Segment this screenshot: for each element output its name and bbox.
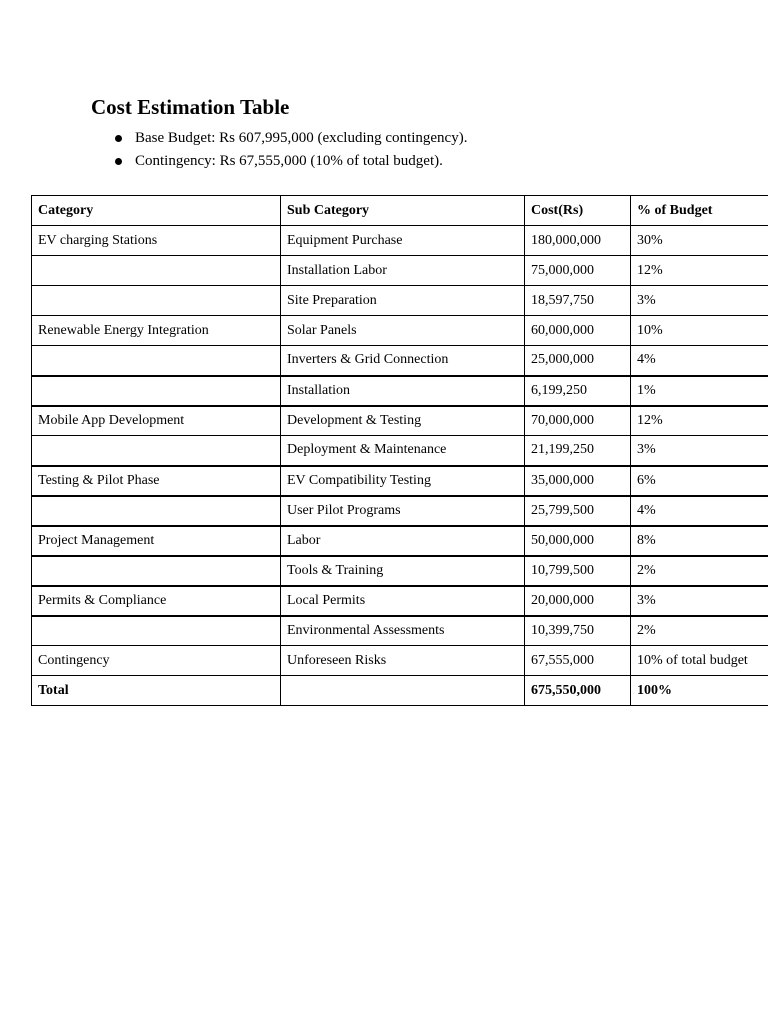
percent-cell: 8% (631, 526, 768, 556)
header-sub-category: Sub Category (281, 196, 525, 226)
percent-cell: 10% (631, 316, 768, 346)
category-cell: EV charging Stations (32, 226, 281, 256)
category-cell (32, 346, 281, 376)
table-row (32, 436, 768, 466)
category-cell (32, 256, 281, 286)
table-row (32, 466, 768, 496)
total-cost: 675,550,000 (525, 676, 631, 706)
list-item (90, 127, 467, 150)
category-cell (32, 376, 281, 406)
category-cell: Testing & Pilot Phase (32, 466, 281, 496)
percent-cell: 10% of total budget (631, 646, 768, 676)
percent-cell: 2% (631, 616, 768, 646)
sub-category-cell: Site Preparation (281, 286, 525, 316)
table-row (32, 526, 768, 556)
sub-category-cell: Unforeseen Risks (281, 646, 525, 676)
table-row (32, 586, 768, 616)
total-sub-category-cell (281, 676, 525, 706)
cost-cell: 10,399,750 (525, 616, 631, 646)
category-cell (32, 286, 281, 316)
table-row (32, 616, 768, 646)
sub-category-cell: Installation Labor (281, 256, 525, 286)
cost-cell: 180,000,000 (525, 226, 631, 256)
table-header-row (32, 196, 768, 226)
percent-cell: 4% (631, 496, 768, 526)
sub-category-cell: Labor (281, 526, 525, 556)
cost-estimation-table (31, 195, 768, 706)
total-percent: 100% (631, 676, 768, 706)
cost-cell: 25,799,500 (525, 496, 631, 526)
percent-cell: 3% (631, 586, 768, 616)
sub-category-cell: User Pilot Programs (281, 496, 525, 526)
cost-cell: 20,000,000 (525, 586, 631, 616)
sub-category-cell: Deployment & Maintenance (281, 436, 525, 466)
category-cell: Contingency (32, 646, 281, 676)
bullet-icon (115, 158, 122, 165)
table-row (32, 316, 768, 346)
percent-cell: 6% (631, 466, 768, 496)
cost-cell: 6,199,250 (525, 376, 631, 406)
category-cell (32, 496, 281, 526)
table-row (32, 346, 768, 376)
bullet-icon (115, 135, 122, 142)
category-cell (32, 616, 281, 646)
percent-cell: 30% (631, 226, 768, 256)
category-cell: Renewable Energy Integration (32, 316, 281, 346)
table-row (32, 646, 768, 676)
base-budget-text: Base Budget: Rs 607,995,000 (excluding contingency). (135, 130, 468, 146)
sub-category-cell: Tools & Training (281, 556, 525, 586)
category-cell: Permits & Compliance (32, 586, 281, 616)
sub-category-cell: Development & Testing (281, 406, 525, 436)
table-row (32, 376, 768, 406)
total-row (32, 676, 768, 706)
contingency-text: Contingency: Rs 67,555,000 (10% of total budget). (135, 153, 443, 169)
sub-category-cell: Installation (281, 376, 525, 406)
list-item (90, 150, 467, 173)
percent-cell: 3% (631, 286, 768, 316)
percent-cell: 1% (631, 376, 768, 406)
sub-category-cell: Solar Panels (281, 316, 525, 346)
budget-summary-list (90, 127, 467, 173)
cost-cell: 25,000,000 (525, 346, 631, 376)
percent-cell: 12% (631, 406, 768, 436)
header-cost: Cost(Rs) (525, 196, 631, 226)
category-cell (32, 556, 281, 586)
table-row (32, 256, 768, 286)
percent-cell: 3% (631, 436, 768, 466)
cost-cell: 21,199,250 (525, 436, 631, 466)
table-row (32, 406, 768, 436)
header-budget-percent: % of Budget (631, 196, 768, 226)
table-row (32, 226, 768, 256)
cost-cell: 67,555,000 (525, 646, 631, 676)
sub-category-cell: Inverters & Grid Connection (281, 346, 525, 376)
cost-cell: 50,000,000 (525, 526, 631, 556)
sub-category-cell: Environmental Assessments (281, 616, 525, 646)
category-cell (32, 436, 281, 466)
sub-category-cell: Equipment Purchase (281, 226, 525, 256)
total-label: Total (32, 676, 281, 706)
table-row (32, 286, 768, 316)
page-title: Cost Estimation Table (91, 95, 290, 119)
cost-cell: 18,597,750 (525, 286, 631, 316)
percent-cell: 2% (631, 556, 768, 586)
cost-cell: 35,000,000 (525, 466, 631, 496)
percent-cell: 4% (631, 346, 768, 376)
table-row (32, 496, 768, 526)
table-row (32, 556, 768, 586)
cost-cell: 75,000,000 (525, 256, 631, 286)
sub-category-cell: EV Compatibility Testing (281, 466, 525, 496)
category-cell: Mobile App Development (32, 406, 281, 436)
cost-cell: 70,000,000 (525, 406, 631, 436)
header-category: Category (32, 196, 281, 226)
percent-cell: 12% (631, 256, 768, 286)
cost-cell: 10,799,500 (525, 556, 631, 586)
cost-cell: 60,000,000 (525, 316, 631, 346)
category-cell: Project Management (32, 526, 281, 556)
sub-category-cell: Local Permits (281, 586, 525, 616)
